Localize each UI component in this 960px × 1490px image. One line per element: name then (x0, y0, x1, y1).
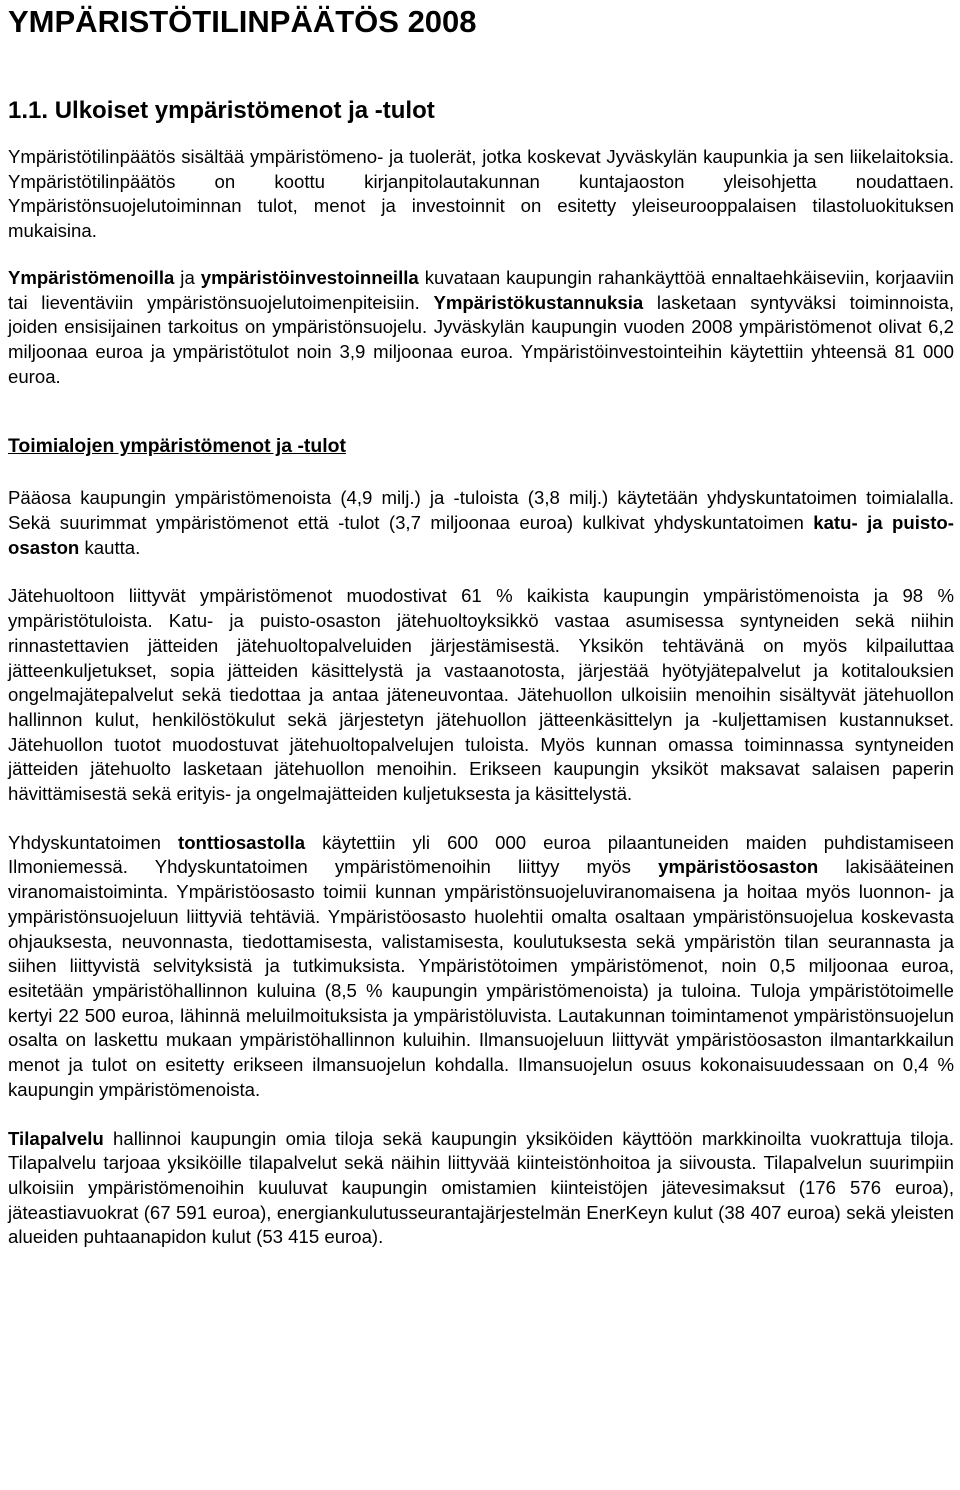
text-fragment: Yhdyskuntatoimen (8, 831, 178, 853)
term-tonttiosastolla: tonttiosastolla (178, 831, 306, 853)
term-ympäristökustannuksia: Ympäristökustannuksia (433, 291, 644, 313)
term-tilapalvelu: Tilapalvelu (8, 1127, 104, 1149)
document-title: YMPÄRISTÖTILINPÄÄTÖS 2008 (8, 4, 477, 39)
definitions-paragraph (8, 266, 954, 390)
tonttiosasto-paragraph (8, 831, 954, 1103)
text-fragment: ja (174, 266, 201, 288)
text-fragment: kautta. (79, 536, 141, 558)
text-fragment: kuvataan kaupungin rahankäyttöä ennaltaehkäiseviin, korjaaviin tai lieventäviin ympäristönsuojelutoimenpiteisiin. (8, 266, 954, 313)
text-fragment: käytettiin yli 600 000 euroa pilaantuneiden maiden puhdistamiseen Ilmoniemessä. Yhdyskuntatoimen ympäristömenoihin liittyy myös (8, 831, 954, 878)
term-ympäristöosaston: ympäristöosaston (658, 856, 819, 878)
term-katu-ja-puisto-osasto: katu- ja puisto-osaston (8, 512, 954, 558)
text-fragment: Pääosa kaupungin ympäristömenoista (4,9 milj.) ja -tuloista (3,8 milj.) käytetään yhdyskuntatoimen toimialalla. Sekä suurimmat ympäristömenot että -tulot (3,7 miljoonaa euroa) kulkivat yhdyskuntatoimen (8, 487, 954, 534)
section-heading: 1.1. Ulkoiset ympäristömenot ja -tulot (8, 97, 435, 124)
intro-paragraph: Ympäristötilinpäätös sisältää ympäristömeno- ja tuolerät, jotka koskevat Jyväskylän kaupunkia ja sen liikelaitoksia. Ympäristötilinpäätös on koottu kirjanpitolautakunnan kuntajaoston yleisohjetta noudattaen. Ympäristönsuojelutoiminnan tulot, menot ja investoinnit on esitetty yleiseurooppalaisen tilastoluokituksen mukaisina. (8, 146, 954, 242)
subsection-heading: Toimialojen ympäristömenot ja -tulot (8, 435, 346, 458)
text-fragment: lakisääteinen viranomaistoiminta. Ympäristöosasto toimii kunnan ympäristönsuojeluviranomaisena ja hoitaa myös luonnon- ja ympäristönsuojeluun liittyviä tehtäviä. Ympäristöosasto huolehtii omalta osaltaan ympäristönsuojelua koskevasta ohjauksesta, neuvonnasta, tiedottamisesta, valistamisesta, koulutuksesta sekä ympäristön tilan seurannasta ja siihen liittyvistä selvityksistä ja tutkimuksista. Ympäristötoimen ympäristömenot, noin 0,5 miljoonaa euroa, esitetään ympäristöhallinnon kuluina (8,5 % kaupungin ympäristömenoista) ja tuloina. Tuloja ympäristötoimelle kertyi 22 500 euroa, lähinnä meluilmoituksista ja ympäristöluvista. Lautakunnan toimintamenot ympäristönsuojelun osalta on laskettu mukaan ympäristöhallinnon kuluihin. Ilmansuojeluun liittyvät ympäristöosaston ilmantarkkailun menot ja tulot on esitetty erikseen ilmansuojelun kohdalla. Ilmansuojelun osuus kokonaisuudessaan on 0,4 % kaupungin ympäristömenoista. (8, 856, 954, 1100)
document-page (8, 0, 954, 1250)
jatehuolto-paragraph: Jätehuoltoon liittyvät ympäristömenot muodostivat 61 % kaikista kaupungin ympäristömenoista ja 98 % ympäristötuloista. Katu- ja puisto-osaston jätehuoltoyksikkö vastaa asumisessa syntyneiden sekä niihin rinnastettavien jätteiden jätehuoltopalveluiden järjestämisestä. Yksikön tehtävänä on myös kilpailuttaa jätteenkuljetukset, sopia jätteiden käsittelystä ja vastaanotosta, järjestää hyötyjätepalvelut ja kotitalouksien ongelmajätepalvelut sekä tiedottaa ja antaa jäteneuvontaa. Jätehuollon ulkoisiin menoihin sisältyvät jätehuollon hallinnon kulut, henkilöstökulut sekä järjestetyn jätehuollon jätteenkäsittelyn ja -kuljettamisen kustannukset. Jätehuollon tuotot muodostuvat jätehuoltopalvelujen tuloista. Myös kunnan omassa toiminnassa syntyneiden jätteiden jätehuolto lasketaan jätehuollon menoihin. Erikseen kaupungin yksiköt maksavat salaisen paperin hävittämisestä sekä erityis- ja ongelmajätteiden kuljetuksesta ja käsittelystä. (8, 585, 954, 805)
text-fragment: lasketaan syntyväksi toiminnoista, joiden ensisijainen tarkoitus on ympäristönsuojelu. Jyväskylän kaupungin vuoden 2008 ympäristömenot olivat 6,2 miljoonaa euroa ja ympäristötulot noin 3,9 miljoonaa euroa. Ympäristöinvestointeihin käytettiin yhteensä 81 000 euroa. (8, 291, 954, 387)
toimialat-paragraph (8, 486, 954, 560)
text-fragment: hallinnoi kaupungin omia tiloja sekä kaupungin yksiköiden käyttöön markkinoilta vuokrattuja tiloja. Tilapalvelu tarjoaa yksiköille tilapalvelut sekä näihin liittyvää kiinteistönhoitoa ja siivousta. Tilapalvelun suurimpiin ulkoisiin ympäristömenoihin kuuluvat kaupungin omistamien kiinteistöjen jätevesimaksut (176 576 euroa), jäteastiavuokrat (67 591 euroa), energiankulutusseurantajärjestelmän EnerKeyn kulut (38 407 euroa) sekä yleisten alueiden puhtaanapidon kulut (53 415 euroa). (8, 1127, 954, 1248)
tilapalvelu-paragraph (8, 1127, 954, 1251)
term-ympäristöinvestoinneilla: ympäristöinvestoinneilla (200, 266, 419, 288)
term-ympäristömenoilla: Ympäristömenoilla (8, 266, 175, 288)
